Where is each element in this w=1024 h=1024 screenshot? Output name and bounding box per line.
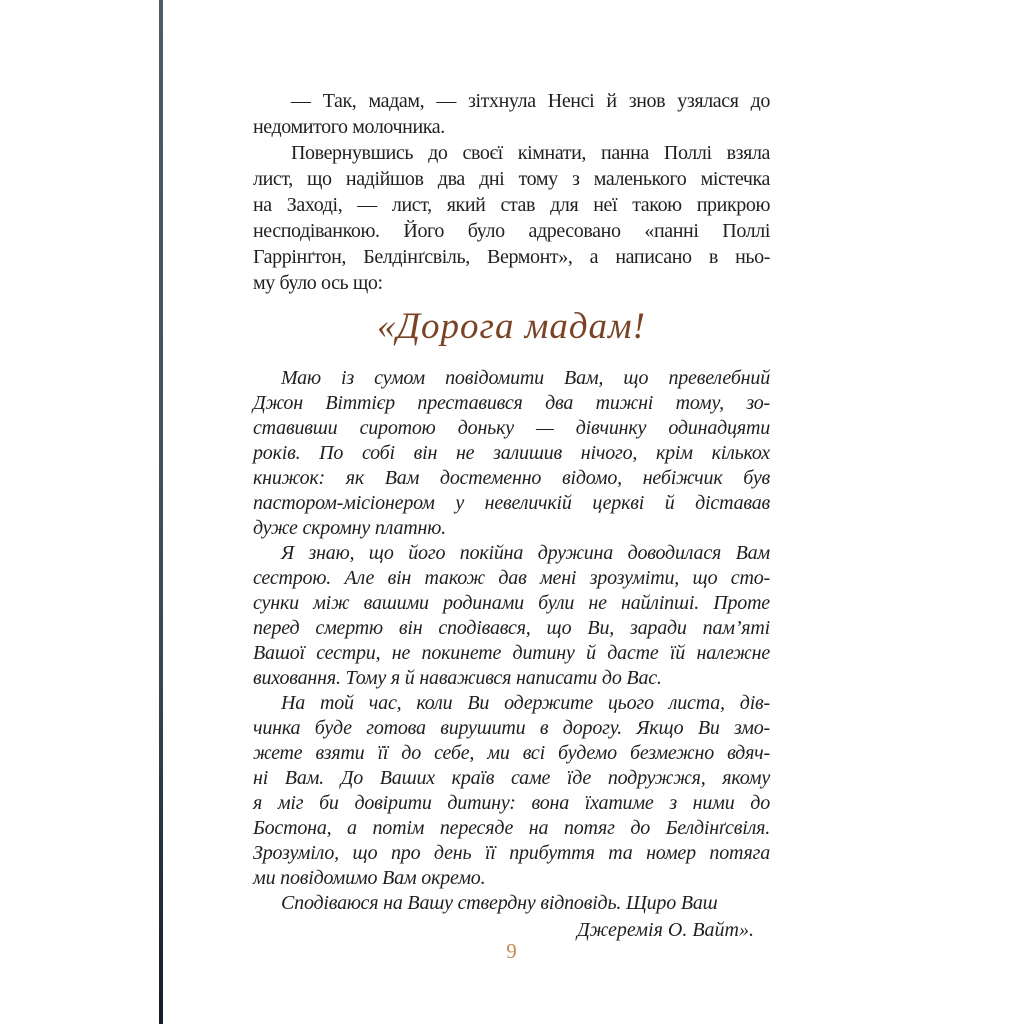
text-line: на Заході, — лист, який став для неї такою прикрою <box>253 194 770 216</box>
text-line: Джон Віттієр преставився два тижні тому, зо- <box>253 392 770 414</box>
text-line: Сподіваюся на Вашу ствердну відповідь. Щиро Ваш <box>281 892 718 914</box>
text-line: книжок: як Вам достеменно відомо, небіжчик був <box>253 467 770 489</box>
paragraph <box>253 891 770 916</box>
page-number: 9 <box>506 939 517 963</box>
page-text-block <box>253 88 770 943</box>
text-line: недомитого молочника. <box>253 116 445 138</box>
text-line: пастором-місіонером у невеличкій церкві й діставав <box>253 492 770 514</box>
text-line: лист, що надійшов два дні тому з маленького містечка <box>253 168 770 190</box>
paragraph <box>253 140 770 296</box>
paragraph <box>253 366 770 541</box>
text-line: жете взяти її до себе, ми всі будемо безмежно вдяч- <box>253 742 770 764</box>
text-line: На той час, коли Ви одержите цього листа, дів- <box>281 692 770 714</box>
text-line: я міг би довірити дитину: вона їхатиме з ними до <box>253 792 770 814</box>
text-line: Повернувшись до своєї кімнати, панна Поллі взяла <box>291 142 770 164</box>
text-line: Гаррінґтон, Белдінґсвіль, Вермонт», а написано в ньо- <box>253 246 770 268</box>
text-line: Вашої сестри, не покинете дитину й дасте їй належне <box>253 642 770 664</box>
text-line: несподіванкою. Його було адресовано «панні Поллі <box>253 220 770 242</box>
text-line: перед смертю він сподівався, що Ви, заради пам’яті <box>253 617 770 639</box>
text-line: сунки між вашими родинами були не найліпші. Проте <box>253 592 770 614</box>
text-line: років. По собі він не залишив нічого, крім кількох <box>253 442 770 464</box>
paragraph <box>253 691 770 891</box>
text-line: дуже скромну платню. <box>253 517 446 539</box>
text-line: Зрозуміло, що про день її прибуття та номер потяга <box>253 842 770 864</box>
letter-body <box>253 366 770 916</box>
text-line: ми повідомимо Вам окремо. <box>253 867 486 889</box>
paragraph <box>253 541 770 691</box>
text-line: ставивши сиротою доньку — дівчинку одинадцяти <box>253 417 770 439</box>
text-line: сестрою. Але він також дав мені зрозуміти, що сто- <box>253 567 770 589</box>
narration-text <box>253 88 770 296</box>
text-line: ні Вам. До Ваших країв саме їде подружжя, якому <box>253 767 770 789</box>
text-line: — Так, мадам, — зітхнула Ненсі й знов узялася до <box>291 90 770 112</box>
text-line: виховання. Тому я й наважився написати до Вас. <box>253 667 662 689</box>
text-line: Бостона, а потім пересяде на потяг до Белдінґсвіля. <box>253 817 770 839</box>
text-line: Я знаю, що його покійна дружина доводилася Вам <box>281 542 770 564</box>
text-line: Маю із сумом повідомити Вам, що превелебний <box>281 367 770 389</box>
text-line: чинка буде готова вирушити в дорогу. Якщо Ви змо- <box>253 717 770 739</box>
book-spine-edge <box>159 0 163 1024</box>
text-line: му було ось що: <box>253 272 383 294</box>
letter-heading: «Дорога мадам! <box>377 306 646 347</box>
paragraph <box>253 88 770 140</box>
letter-signature: Джеремія О. Вайт». <box>576 919 754 941</box>
